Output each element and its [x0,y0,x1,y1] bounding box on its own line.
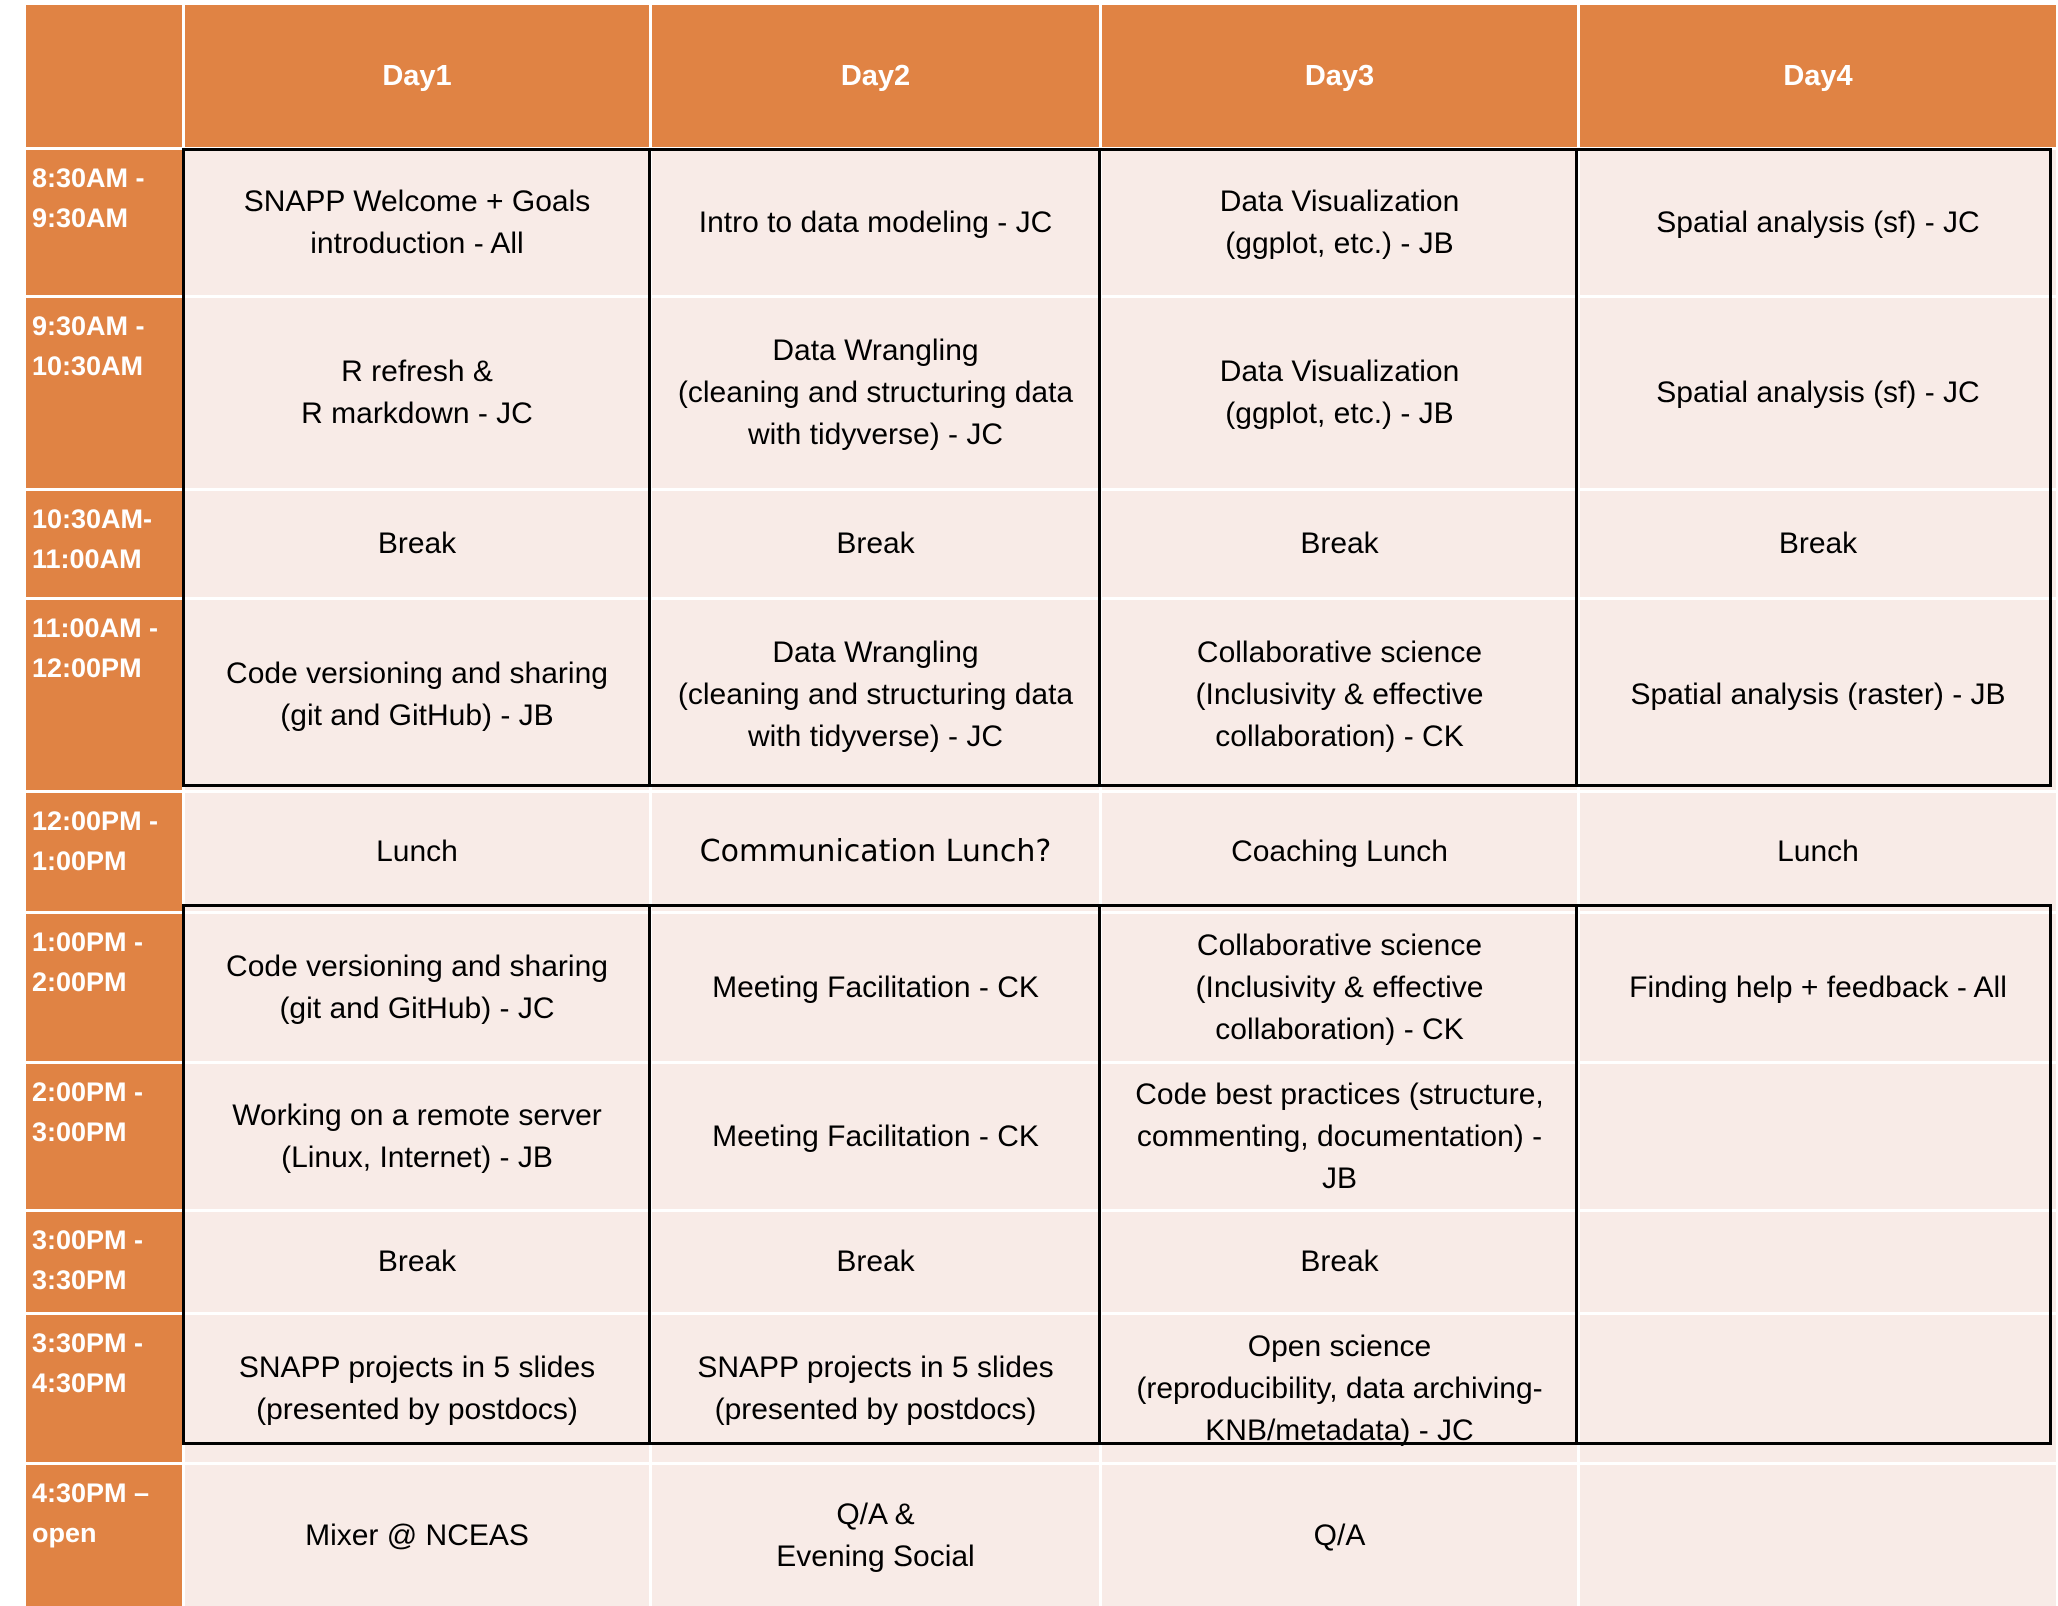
session-cell: Break [1580,491,2056,597]
time-slot: 10:30AM- 11:00AM [26,491,182,597]
time-slot: 12:00PM - 1:00PM [26,793,182,911]
session-cell: Data Wrangling (cleaning and structuring data with tidyverse) - JC [652,298,1099,488]
session-cell: Meeting Facilitation - CK [652,914,1099,1061]
session-cell: Lunch [1580,793,2056,911]
header-day3: Day3 [1102,5,1577,147]
session-cell: Code versioning and sharing (git and GitHub) - JC [185,914,649,1061]
session-cell: Break [185,1212,649,1312]
session-cell: Meeting Facilitation - CK [652,1064,1099,1209]
session-cell: Finding help + feedback - All [1580,914,2056,1061]
session-cell: Spatial analysis (raster) - JB [1580,600,2056,790]
session-cell: Lunch [185,793,649,911]
session-cell: SNAPP Welcome + Goals introduction - All [185,150,649,295]
time-slot: 11:00AM - 12:00PM [26,600,182,790]
session-cell: Spatial analysis (sf) - JC [1580,150,2056,295]
time-slot: 1:00PM - 2:00PM [26,914,182,1061]
session-cell: Data Visualization (ggplot, etc.) - JB [1102,298,1577,488]
session-cell: Collaborative science (Inclusivity & effective collaboration) - CK [1102,914,1577,1061]
session-cell: Data Visualization (ggplot, etc.) - JB [1102,150,1577,295]
session-cell: Q/A & Evening Social [652,1465,1099,1606]
session-cell: SNAPP projects in 5 slides (presented by postdocs) [185,1315,649,1462]
session-cell: Open science (reproducibility, data archiving- KNB/metadata) - JC [1102,1315,1577,1462]
session-cell: Code versioning and sharing (git and GitHub) - JB [185,600,649,790]
session-cell: Break [185,491,649,597]
session-cell: R refresh & R markdown - JC [185,298,649,488]
time-slot: 3:00PM - 3:30PM [26,1212,182,1312]
session-cell: Communication Lunch? [652,793,1099,911]
session-cell [1580,1465,2056,1606]
session-cell [1580,1315,2056,1462]
time-slot: 4:30PM – open [26,1465,182,1606]
session-cell: Break [652,1212,1099,1312]
session-cell: Data Wrangling (cleaning and structuring data with tidyverse) - JC [652,600,1099,790]
session-cell: Break [1102,1212,1577,1312]
time-slot: 8:30AM - 9:30AM [26,150,182,295]
corner-cell [26,5,182,147]
header-day2: Day2 [652,5,1099,147]
session-cell: Coaching Lunch [1102,793,1577,911]
session-cell [1580,1212,2056,1312]
session-cell: SNAPP projects in 5 slides (presented by postdocs) [652,1315,1099,1462]
session-cell [1580,1064,2056,1209]
header-day1: Day1 [185,5,649,147]
session-cell: Break [1102,491,1577,597]
session-cell: Q/A [1102,1465,1577,1606]
session-cell: Intro to data modeling - JC [652,150,1099,295]
time-slot: 3:30PM - 4:30PM [26,1315,182,1462]
session-cell: Spatial analysis (sf) - JC [1580,298,2056,488]
schedule-table [26,5,2052,1587]
time-slot: 9:30AM - 10:30AM [26,298,182,488]
session-cell: Collaborative science (Inclusivity & effective collaboration) - CK [1102,600,1577,790]
session-cell: Mixer @ NCEAS [185,1465,649,1606]
session-cell: Working on a remote server (Linux, Internet) - JB [185,1064,649,1209]
time-slot: 2:00PM - 3:00PM [26,1064,182,1209]
session-cell: Code best practices (structure, commenting, documentation) - JB [1102,1064,1577,1209]
session-cell: Break [652,491,1099,597]
header-day4: Day4 [1580,5,2056,147]
